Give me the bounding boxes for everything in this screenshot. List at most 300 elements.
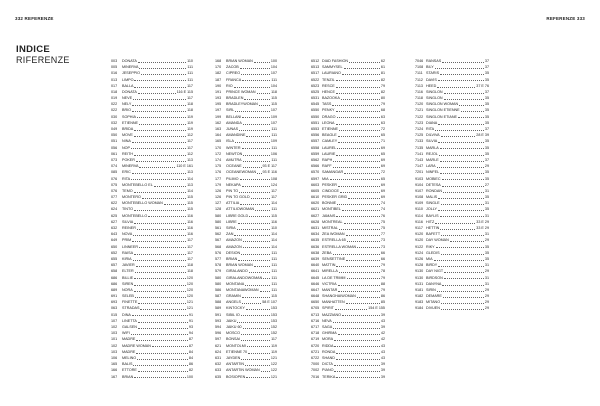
- dot-leader: [336, 266, 379, 267]
- entry-page: 37: [484, 58, 489, 63]
- entry-page: 39: [380, 362, 385, 367]
- dot-leader: [251, 198, 270, 199]
- entry-name: SIREN: [122, 281, 134, 286]
- entry-name: ETIENNE: [122, 120, 138, 125]
- entry-page: 65: [380, 151, 385, 156]
- dot-leader: [336, 111, 380, 112]
- dot-leader: [241, 340, 270, 341]
- dot-leader: [243, 161, 271, 162]
- entry-name: NELY: [122, 102, 132, 107]
- entry-page: 114: [271, 232, 277, 237]
- entry-name: HEED: [426, 83, 437, 88]
- entry-code: 6722: [311, 355, 320, 360]
- entry-code: 7201: [415, 170, 424, 175]
- entry-page: 111: [271, 275, 277, 280]
- index-column-4: [415, 58, 489, 312]
- entry-code: 594: [215, 325, 222, 330]
- entry-name: RAISA: [122, 250, 134, 255]
- entry-page: 120: [186, 287, 193, 292]
- dot-leader: [134, 87, 186, 88]
- entry-page: 29: [484, 269, 489, 274]
- entry-page: 33 E 29: [476, 219, 489, 224]
- entry-name: PILIMO: [226, 176, 239, 181]
- entry-name: FRANCA: [226, 77, 242, 82]
- entry-name: LIMPO: [122, 77, 134, 82]
- dot-leader: [249, 216, 270, 217]
- entry-code: 9182: [415, 294, 424, 299]
- entry-name: SIRIA: [226, 226, 236, 231]
- entry-page: 119: [187, 127, 193, 132]
- entry-name: MONTANAWOMAN: [226, 287, 259, 292]
- entry-name: ANTARTIN: [226, 362, 245, 367]
- entry-code: 624: [111, 207, 118, 212]
- dot-leader: [438, 124, 484, 125]
- entry-name: OCEANEWOMAN: [226, 170, 257, 175]
- entry-page: 114: [271, 201, 277, 206]
- entry-name: MAZZIANO: [322, 312, 342, 317]
- entry-name: GRAMIN: [226, 294, 241, 299]
- entry-name: AMUTRA: [226, 157, 242, 162]
- dot-leader: [440, 161, 484, 162]
- dot-leader: [132, 173, 186, 174]
- entry-page: 35: [484, 108, 489, 113]
- index-column-2: [215, 58, 277, 380]
- entry-page: 65: [380, 133, 385, 138]
- entry-code: 9128: [415, 263, 424, 268]
- entry-page: 35: [484, 120, 489, 125]
- entry-code: 102: [111, 343, 118, 348]
- dot-leader: [441, 303, 484, 304]
- entry-name: BALIS: [122, 362, 133, 367]
- entry-code: 627: [111, 219, 118, 224]
- dot-leader: [438, 210, 484, 211]
- entry-page: 106: [270, 151, 277, 156]
- dot-leader: [138, 62, 186, 63]
- entry-code: 7108: [415, 65, 424, 70]
- entry-page: 33 E 29: [476, 226, 489, 231]
- entry-name: MORA: [322, 337, 334, 342]
- entry-page: 86: [188, 362, 193, 367]
- entry-page: 153: [270, 312, 277, 317]
- entry-code: 577: [215, 256, 222, 261]
- entry-name: MADRE: [122, 337, 136, 342]
- entry-name: KIRIA: [122, 256, 132, 261]
- entry-page: 82: [380, 89, 385, 94]
- entry-code: 7002: [311, 368, 320, 373]
- dot-leader: [338, 186, 380, 187]
- entry-page: 104: [270, 83, 277, 88]
- entry-name: LARA: [426, 164, 436, 169]
- entry-name: DICTA: [322, 362, 333, 367]
- entry-name: GIRALANDOWOMAN: [226, 275, 263, 280]
- entry-name: RAPH: [322, 157, 333, 162]
- entry-code: 179: [215, 182, 222, 187]
- entry-code: 7046: [415, 58, 424, 63]
- entry-code: 6648: [311, 294, 320, 299]
- dot-leader: [442, 285, 484, 286]
- entry-code: 165: [111, 362, 118, 367]
- entry-name: NORA: [122, 287, 133, 292]
- entry-code: 167: [111, 374, 118, 379]
- entry-page: 119: [187, 120, 193, 125]
- entry-page: 43: [380, 349, 385, 354]
- entry-name: RESCE: [322, 83, 335, 88]
- entry-name: MOVE: [122, 133, 133, 138]
- entry-page: 116: [187, 232, 193, 237]
- dot-leader: [334, 365, 380, 366]
- entry-name: BONNIE: [322, 201, 337, 206]
- entry-code: 9184: [415, 306, 424, 311]
- entry-page: 111: [187, 71, 193, 76]
- entry-code: 6610: [311, 195, 320, 200]
- entry-page: 111: [271, 256, 277, 261]
- entry-page: 35: [484, 176, 489, 181]
- entry-code: 622: [111, 201, 118, 206]
- entry-name: MANTAR: [322, 287, 338, 292]
- entry-code: 6717: [311, 325, 320, 330]
- dot-leader: [133, 260, 186, 261]
- entry-name: ANTARTIN WOMAN: [226, 368, 260, 373]
- index-entry: [415, 306, 489, 312]
- dot-leader: [336, 216, 380, 217]
- entry-code: 015: [111, 312, 118, 317]
- entry-name: MELINO: [122, 355, 137, 360]
- entry-name: MONTIBEL: [322, 207, 341, 212]
- entry-page: 153: [270, 318, 277, 323]
- entry-page: 29: [484, 300, 489, 305]
- entry-page: 35: [484, 250, 489, 255]
- dot-leader: [239, 192, 270, 193]
- entry-page: 121: [270, 355, 277, 360]
- entry-page: 35: [484, 207, 489, 212]
- entry-code: 6557: [311, 139, 320, 144]
- entry-page: 35: [484, 151, 489, 156]
- entry-name: MIRELLA: [322, 269, 338, 274]
- entry-name: SIRL: [226, 108, 235, 113]
- dot-leader: [257, 173, 261, 174]
- entry-page: 111: [271, 269, 277, 274]
- dot-leader: [334, 371, 379, 372]
- entry-code: 596: [215, 331, 222, 336]
- dot-leader: [339, 272, 380, 273]
- entry-page: 75: [380, 219, 385, 224]
- entry-code: 6545: [311, 102, 320, 107]
- entry-page: 93: [188, 325, 193, 330]
- entry-name: CINDOCE: [322, 188, 340, 193]
- entry-page: 69: [380, 157, 385, 162]
- entry-name: HETTIN: [426, 226, 440, 231]
- dot-leader: [338, 285, 380, 286]
- entry-name: RITA: [122, 176, 131, 181]
- dot-leader: [440, 148, 484, 149]
- entry-code: 193: [215, 96, 222, 101]
- entry-name: MIA: [426, 256, 433, 261]
- entry-page: 80: [380, 96, 385, 101]
- entry-page: 62: [380, 58, 385, 63]
- dot-leader: [241, 254, 270, 255]
- dot-leader: [136, 161, 186, 162]
- dot-leader: [437, 291, 484, 292]
- entry-code: 107: [111, 318, 118, 323]
- entry-name: DINA: [122, 312, 131, 317]
- entry-name: SINGLON WOMAN: [426, 102, 459, 107]
- entry-code: 075: [111, 182, 118, 187]
- entry-code: 6639: [311, 256, 320, 261]
- dot-leader: [442, 179, 484, 180]
- entry-code: 6636: [311, 244, 320, 249]
- title-line-2: RIFERENZE: [16, 55, 70, 65]
- entry-name: DIANA: [426, 120, 438, 125]
- entry-code: 689: [111, 287, 118, 292]
- entry-name: MARLA: [426, 145, 439, 150]
- entry-code: 6627: [311, 213, 320, 218]
- dot-leader: [247, 346, 270, 347]
- entry-name: DIVUEN: [426, 306, 440, 311]
- dot-leader: [333, 322, 380, 323]
- dot-leader: [441, 254, 484, 255]
- entry-page: 152: [270, 325, 277, 330]
- entry-code: 074: [111, 164, 118, 169]
- entry-name: DEMARE: [426, 294, 442, 299]
- entry-code: 9116: [415, 219, 423, 224]
- entry-page: 112: [187, 151, 193, 156]
- dot-leader: [234, 235, 270, 236]
- entry-page: 81: [380, 71, 385, 76]
- dot-leader: [440, 216, 484, 217]
- entry-code: 7135: [415, 145, 424, 150]
- entry-name: GIRALANDO: [226, 269, 248, 274]
- entry-page: 42: [380, 337, 385, 342]
- entry-page: 121: [186, 300, 193, 305]
- entry-page: 111: [271, 145, 277, 150]
- entry-code: 589: [215, 306, 222, 311]
- entry-page: 79: [380, 102, 385, 107]
- dot-leader: [440, 173, 484, 174]
- dot-leader: [333, 167, 380, 168]
- dot-leader: [138, 371, 188, 372]
- entry-page: 35: [484, 145, 489, 150]
- dot-leader: [134, 291, 186, 292]
- entry-page: 111: [271, 207, 277, 212]
- entry-page: 115: [271, 96, 277, 101]
- entry-code: 163: [215, 127, 222, 132]
- entry-code: 624: [215, 349, 222, 354]
- entry-code: 6705: [311, 306, 320, 311]
- dot-leader: [336, 377, 380, 378]
- entry-code: 017: [111, 83, 118, 88]
- dot-leader: [132, 315, 188, 316]
- entry-code: 6603: [311, 182, 320, 187]
- dot-leader: [243, 241, 270, 242]
- dot-leader: [240, 68, 270, 69]
- entry-name: REJOL: [426, 151, 438, 156]
- entry-page: 28 E 39: [476, 133, 489, 138]
- entry-code: 580: [215, 219, 222, 224]
- entry-page: 119: [187, 114, 193, 119]
- entry-code: 077: [111, 195, 118, 200]
- dot-leader: [346, 303, 380, 304]
- entry-code: 6550: [311, 108, 320, 113]
- entry-page: 35: [484, 114, 489, 119]
- dot-leader: [243, 155, 270, 156]
- entry-code: 168: [215, 58, 222, 63]
- dot-leader: [141, 74, 186, 75]
- dot-leader: [333, 161, 380, 162]
- entry-name: BRADLEYWOMAN: [226, 102, 258, 107]
- entry-code: 7116: [415, 89, 423, 94]
- entry-code: 6719: [311, 337, 320, 342]
- entry-page: 39: [380, 368, 385, 373]
- entry-code: 174: [215, 157, 222, 162]
- entry-page: 39: [380, 312, 385, 317]
- entry-code: 9107: [415, 188, 424, 193]
- entry-code: 6512: [311, 58, 320, 63]
- dot-leader: [441, 204, 484, 205]
- entry-name: MONTEBELLO WOMAN: [122, 201, 163, 206]
- entry-page: 69: [380, 195, 385, 200]
- entry-page: 66: [380, 256, 385, 261]
- entry-code: 686: [111, 275, 118, 280]
- entry-code: 6646: [311, 281, 320, 286]
- dot-leader: [235, 111, 270, 112]
- entry-code: 6628: [311, 219, 320, 224]
- entry-code: 126: [215, 188, 222, 193]
- dot-leader: [439, 155, 484, 156]
- entry-code: 6525: [311, 89, 320, 94]
- entry-code: 190: [215, 83, 222, 88]
- entry-page: 78: [380, 269, 385, 274]
- entry-page: 79: [380, 263, 385, 268]
- index-entry: [111, 374, 193, 380]
- entry-page: 111: [187, 77, 193, 82]
- entry-page: 35: [484, 77, 489, 82]
- entry-name: SINGLON: [426, 89, 443, 94]
- entry-name: LAURIANO: [322, 71, 341, 76]
- entry-name: RIO: [226, 83, 233, 88]
- entry-page: 37: [484, 65, 489, 70]
- entry-name: JAIKU: [226, 318, 237, 323]
- entry-name: SINGLON: [426, 96, 443, 101]
- entry-page: 117: [187, 145, 193, 150]
- dot-leader: [339, 130, 380, 131]
- entry-code: 7118: [415, 96, 423, 101]
- entry-code: 176: [215, 170, 222, 175]
- entry-code: 128: [215, 207, 222, 212]
- dot-leader: [238, 260, 270, 261]
- dot-leader: [459, 105, 484, 106]
- entry-name: MONTANA: [226, 281, 245, 286]
- entry-page: 116: [187, 226, 193, 231]
- dot-leader: [441, 309, 484, 310]
- entry-name: LIBRE GOLD: [226, 213, 249, 218]
- dot-leader: [131, 334, 188, 335]
- entry-page: 75: [380, 226, 385, 231]
- dot-leader: [139, 68, 186, 69]
- entry-code: 7133: [415, 139, 424, 144]
- dot-leader: [338, 291, 380, 292]
- dot-leader: [444, 99, 484, 100]
- dot-leader: [137, 359, 188, 360]
- entry-code: 643: [111, 232, 118, 237]
- entry-name: PENKY: [322, 108, 335, 113]
- entry-name: LA DE TRIMM: [322, 275, 346, 280]
- dot-leader: [336, 124, 380, 125]
- entry-page: 79: [380, 287, 385, 292]
- dot-leader: [344, 223, 380, 224]
- entry-code: 9124: [415, 250, 424, 255]
- entry-code: 9183: [415, 300, 424, 305]
- dot-leader: [342, 210, 380, 211]
- dot-leader: [333, 254, 380, 255]
- entry-page: 31: [484, 201, 489, 206]
- entry-page: 85: [380, 300, 385, 305]
- entry-name: BRIO: [122, 108, 132, 113]
- dot-leader: [136, 340, 188, 341]
- dot-leader: [139, 124, 186, 125]
- entry-page: 63: [380, 120, 385, 125]
- dot-leader: [254, 62, 270, 63]
- dot-leader: [335, 309, 367, 310]
- dot-leader: [238, 223, 270, 224]
- entry-code: 633: [215, 368, 222, 373]
- dot-leader: [241, 334, 270, 335]
- entry-code: 6647: [311, 287, 320, 292]
- entry-code: 6640: [311, 263, 320, 268]
- dot-leader: [461, 111, 484, 112]
- entry-name: CAMLEY: [322, 139, 338, 144]
- dot-leader: [132, 241, 186, 242]
- entry-page: 114: [187, 176, 193, 181]
- entry-page: 29: [484, 238, 489, 243]
- dot-leader: [336, 359, 380, 360]
- dot-leader: [259, 105, 270, 106]
- dot-leader: [142, 198, 186, 199]
- entry-page: 35: [484, 102, 489, 107]
- entry-code: 197: [215, 108, 222, 113]
- dot-leader: [339, 229, 380, 230]
- dot-leader: [261, 371, 270, 372]
- entry-code: 591: [215, 312, 222, 317]
- entry-page: 109: [270, 139, 277, 144]
- entry-name: PESKER GRID: [322, 195, 348, 200]
- entry-code: 7125: [415, 133, 424, 138]
- entry-name: DAVIS: [426, 77, 437, 82]
- entry-code: 103: [111, 349, 118, 354]
- dot-leader: [440, 229, 475, 230]
- entry-page: 121: [186, 306, 193, 311]
- entry-code: 9108: [415, 195, 424, 200]
- dot-leader: [134, 254, 186, 255]
- dot-leader: [245, 365, 270, 366]
- dot-leader: [444, 278, 484, 279]
- entry-page: 107: [270, 120, 277, 125]
- dot-leader: [148, 216, 186, 217]
- dot-leader: [152, 346, 188, 347]
- dot-leader: [442, 186, 484, 187]
- dot-leader: [263, 278, 270, 279]
- entry-page: 111: [271, 77, 277, 82]
- entry-code: 175: [215, 164, 222, 169]
- index-entry: [215, 374, 277, 380]
- entry-code: 7112: [415, 77, 423, 82]
- entry-page: 117: [187, 139, 193, 144]
- dot-leader: [437, 87, 475, 88]
- entry-page: 61: [380, 65, 385, 70]
- dot-leader: [347, 241, 380, 242]
- entry-name: MALIS: [426, 195, 438, 200]
- title-line-1: INDICE: [16, 44, 50, 55]
- entry-page: 121: [270, 374, 277, 379]
